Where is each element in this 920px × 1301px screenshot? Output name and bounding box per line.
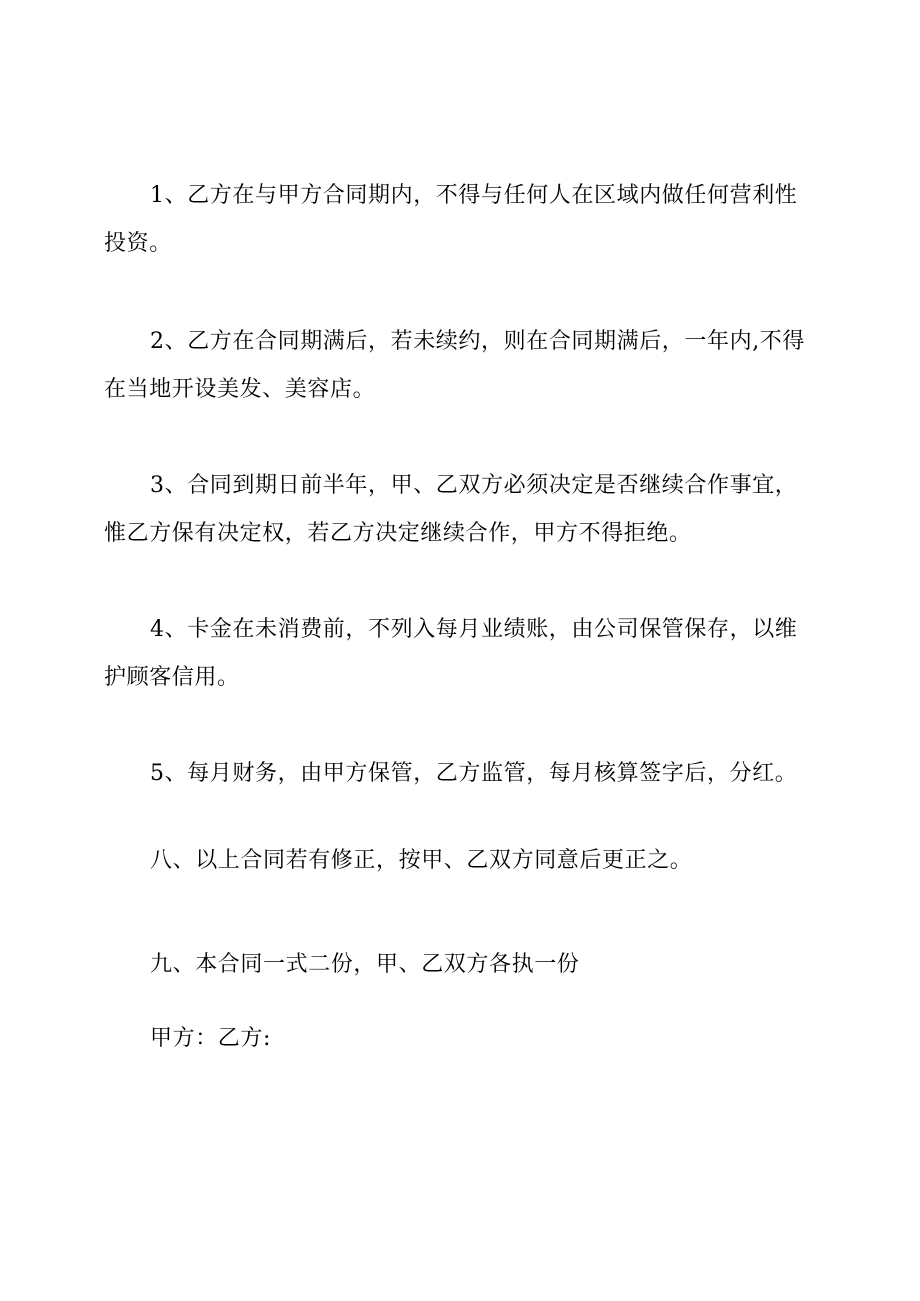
clause-1: 1、乙方在与甲方合同期内，不得与任何人在区域内做任何营利性投资。 (104, 183, 798, 256)
clause-5: 5、每月财务，由甲方保管，乙方监管，每月核算签字后，分红。 (150, 761, 798, 786)
clause-3: 3、合同到期日前半年，甲、乙双方必须决定是否继续合作事宜，惟乙方保有决定权，若乙方决定继续合作，甲方不得拒绝。 (104, 473, 798, 546)
clause-2: 2、乙方在合同期满后，若未续约，则在合同期满后，一年内,不得在当地开设美发、美容店。 (104, 329, 805, 402)
article-8: 八、以上合同若有修正，按甲、乙双方同意后更正之。 (150, 848, 693, 873)
signature-line: 甲方：乙方: (150, 1026, 272, 1051)
article-9: 九、本合同一式二份，甲、乙双方各执一份 (150, 952, 580, 977)
clause-4: 4、卡金在未消费前，不列入每月业绩账，由公司保管保存，以维护顾客信用。 (104, 617, 798, 690)
